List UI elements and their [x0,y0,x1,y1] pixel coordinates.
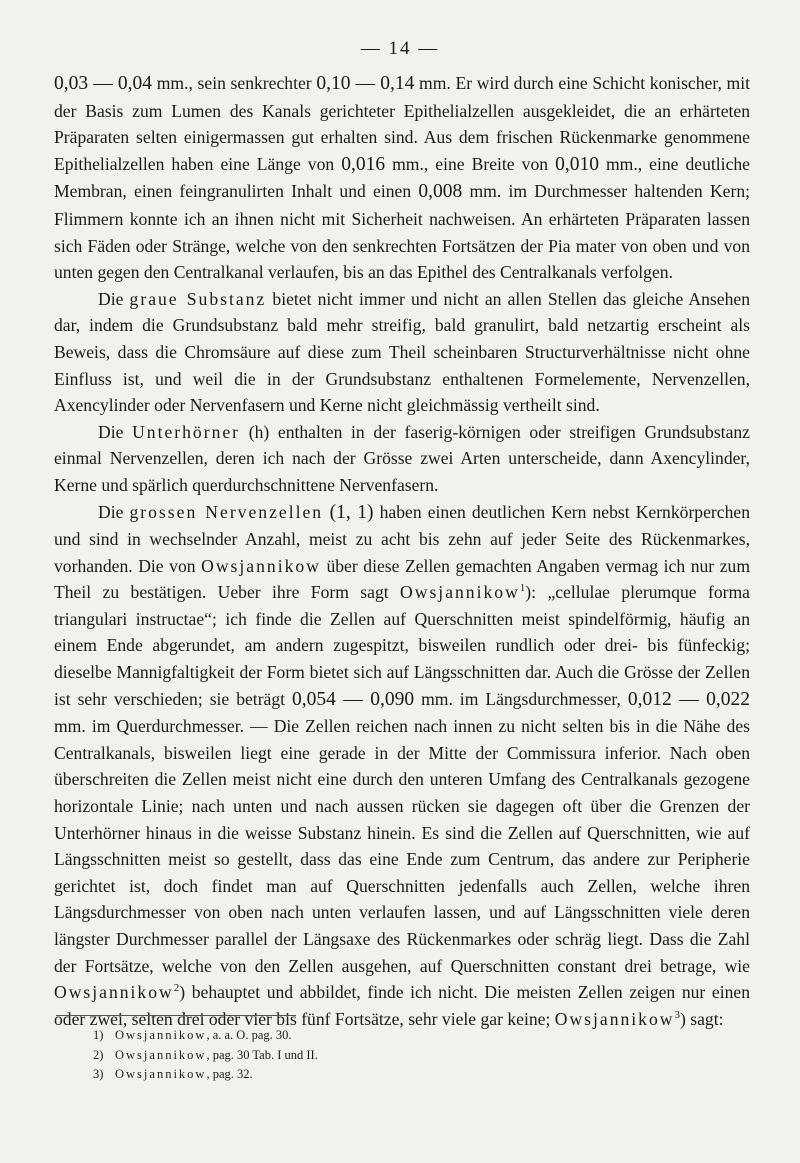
text-run: Die [98,421,133,442]
text-run: ) sagt: [680,1008,724,1029]
text-run: mm. im Durchmesser haltenden Kern; Flimmern konnte ich an ihnen nicht mit Sicherheit nachweisen. An erhärteten Präparaten lassen sich Fäden oder Stränge, welche von den senkrechten Fortsätzen der Pia mater von oben und von unten gegen den Centralkanal verlaufen, bis an das Epithel des Centralkanals verfolgen. [54,181,751,283]
text-run: mm., sein senkrechter [152,73,317,93]
footnote-author: Owsjannikow [115,1067,207,1081]
emphasized-text: graue Substanz [129,288,267,309]
footnote-number: 1) [93,1028,104,1042]
footnote-ref: 3 [674,1008,680,1021]
page-number: — 14 — [360,38,440,59]
text-run: 0,03 — 0,04 [54,73,153,94]
text-run: 0,016 [341,153,386,175]
emphasized-text: grossen Nervenzellen [129,501,324,522]
footnote-1 [93,1026,653,1046]
paragraph-2 [54,286,750,419]
footnote-reference: , pag. 32. [206,1067,253,1081]
footnote-divider [56,1015,296,1016]
footnote-author: Owsjannikow [115,1047,207,1062]
footnote-3 [93,1065,653,1085]
body-text [54,70,750,1032]
text-run: ) behauptet und abbildet, finde ich nicht. Die meisten Zellen zeigen nur einen oder zwei, selten drei oder vier bis fünf Fortsätze, sehr viele gar keine; [54,982,750,1029]
emphasized-text: Owsjannikow [54,982,174,1003]
paragraph-1 [54,70,750,286]
emphasized-text: Owsjannikow [201,555,321,576]
footnote-number: 2) [93,1047,104,1062]
footnote-ref: 1 [519,582,526,595]
text-run: mm. Er wird durch eine Schicht konischer, mit der Basis zum Lumen des Kanals gerichteter Epithelialzellen ausgekleidet, die an erhärteten Präparaten selten einigermassen gut erhalten sind. Aus dem frischen Rückenmarke genommene Epithelialzellen haben eine Länge von [54,73,751,174]
text-run: Die [98,288,130,309]
text-run: mm. im Längsdurchmesser, [414,688,628,709]
footnote-number: 3) [93,1067,104,1081]
text-run: 0,010 [555,153,599,175]
text-run: 0,008 [418,181,463,203]
text-run: (h) enthalten in der faserig-körnigen oder streifigen Grundsubstanz einmal Nervenzellen, deren ich nach der Grösse zwei Arten unterscheide, dann Axencylinder, Kerne und spärlich querdurchschnittene Nervenfasern. [54,421,750,495]
text-run: mm., eine deutliche Membran, einen feingranulirten Inhalt und einen [54,153,750,202]
text-run: mm. im Querdurchmesser. — Die Zellen reichen nach innen zu nicht selten bis in die Nähe des Centralkanals, bisweilen liegt eine gerade in der Mitte der Commissura inferior. Nach oben überschreiten die Zellen meist nicht eine durch den unteren Umfang des Centralkanals gezogene horizontale Linie; nach unten und nach aussen rücken sie dagegen oft über die Grenzen der Unterhörner hinaus in die weisse Substanz hinein. Es sind die Zellen auf Querschnitten, wie auf Längsschnitten meist so gestellt, dass das eine Ende zum Centrum, das andere zur Peripherie gerichtet ist, doch findet man auf Querschnitten jedenfalls auch Zellen, welche ihren Längsdurchmesser von oben nach unten verlaufen lassen, und auf Längsschnitten viele deren längster Durchmesser parallel der Längsaxe des Rückenmarkes oder schräg liegt. Dass die Zahl der Fortsätze, welche von den Zellen ausgehen, auf Querschnitten constant drei betrage, wie [54,716,750,976]
text-run: (1, 1) [323,501,374,523]
text-run: 0,054 — 0,090 [292,688,415,710]
footnote-reference: , a. a. O. pag. 30. [206,1028,292,1042]
text-run: haben einen deutlichen Kern nebst Kernkörperchen und sind in wechselnder Anzahl, meist zu acht bis zehn auf jeder Seite des Rückenmarkes, vorhanden. Die von [54,501,750,576]
text-run: Die [98,501,130,522]
text-run: bietet nicht immer und nicht an allen Stellen das gleiche Ansehen dar, indem die Grundsubstanz bald mehr streifig, bald granulirt, bald netzartig erscheint als Beweis, dass die Chromsäure auf diese zum Theil scheinbaren Structurverhältnisse nicht ohne Einfluss ist, und weil die in der Grundsubstanz enthaltenen Formelemente, Nervenzellen, Axencylinder oder Nervenfasern und Kerne nicht gleichmässig vertheilt sind. [54,288,750,416]
text-run: mm., eine Breite von [385,153,556,174]
emphasized-text: Unterhörner [132,421,241,442]
text-run: über diese Zellen gemachten Angaben vermag ich nur zum Theil zu bestätigen. Ueber ihre Form sagt [54,555,750,603]
footnote-author: Owsjannikow [115,1028,207,1042]
emphasized-text: Owsjannikow [554,1008,675,1029]
text-run: ): „cellulae plerumque forma triangulari instructae“; ich finde die Zellen auf Querschnitten meist spindelförmig, häufig an einem Ende abgerundet, am andern zugespitzt, bisweilen rundlich oder drei- bis fünfeckig; dieselbe Mannigfaltigkeit der Form bietet sich auf Längsschnitten dar. Auch die Grösse der Zellen ist sehr verschieden; sie beträgt [54,582,750,709]
text-run: 0,012 — 0,022 [627,688,751,710]
emphasized-text: Owsjannikow [400,582,520,603]
paragraph-3 [54,419,750,499]
text-run: 0,10 — 0,14 [316,73,415,94]
footnote-ref: 2 [173,982,180,995]
footnotes [93,1026,653,1085]
footnote-2 [93,1046,653,1066]
footnote-reference: , pag. 30 Tab. I und II. [206,1047,318,1062]
paragraph-4 [54,499,750,1033]
